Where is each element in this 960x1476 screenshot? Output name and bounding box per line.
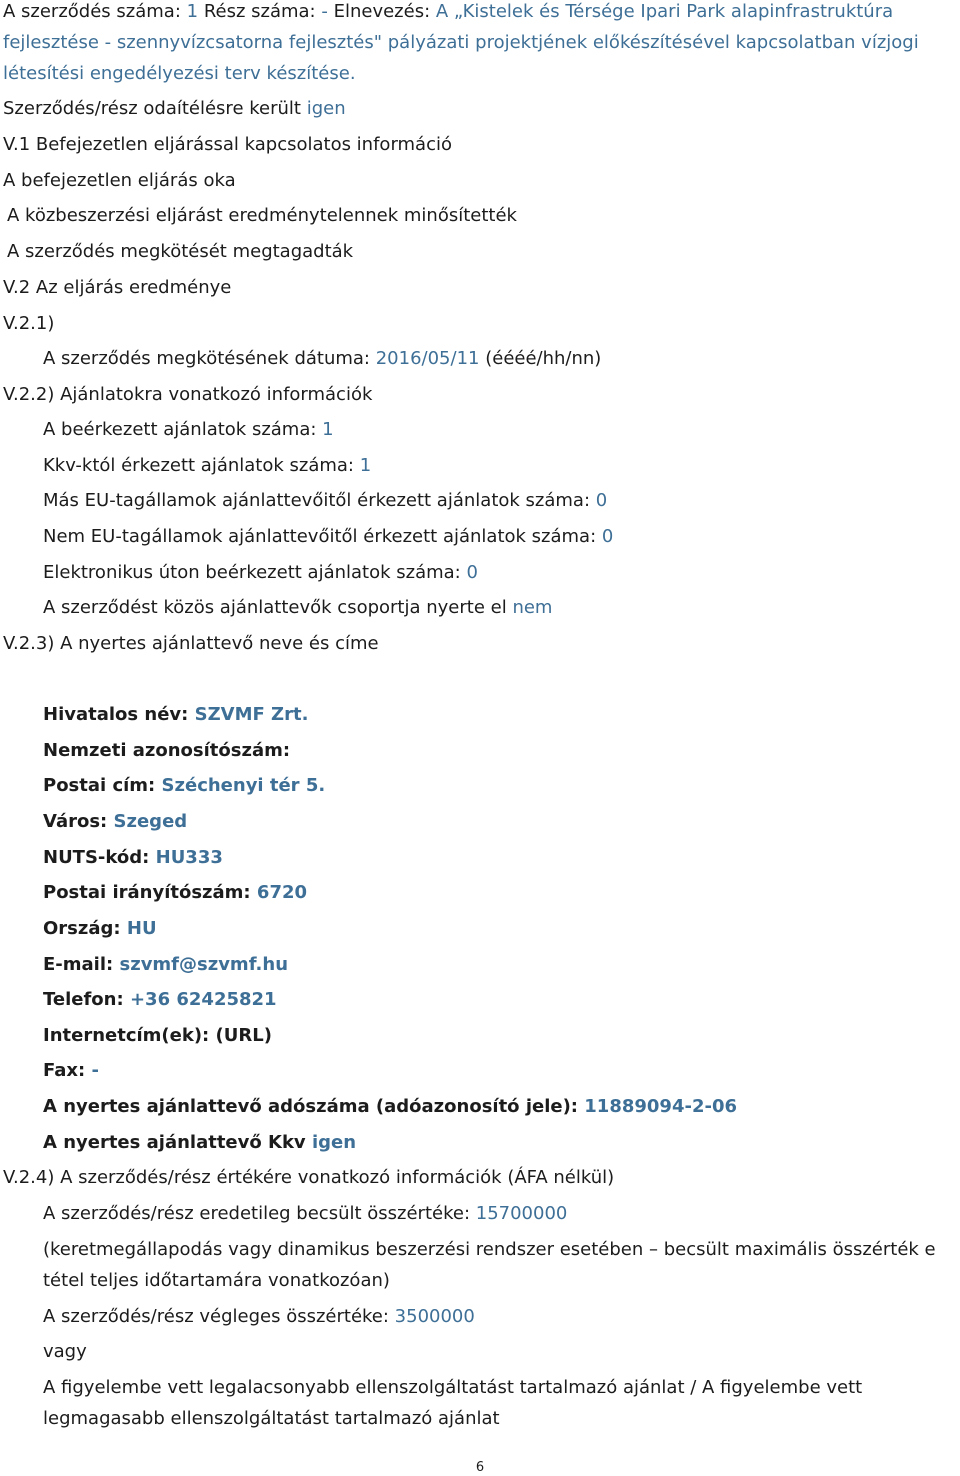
winner-nuts-code [43, 846, 223, 870]
offer-value: nem [512, 597, 553, 618]
winner-url [43, 1024, 272, 1048]
v2-title: V.2 Az eljárás eredménye [3, 277, 232, 298]
winner-field-value: 11889094-2-06 [584, 1096, 737, 1117]
contract-name-line1: A „Kistelek és Térsége Ipari Park alapinfrastruktúra [435, 1, 894, 22]
offers-sme-line [43, 454, 371, 478]
offers-received-line [43, 418, 334, 442]
winner-postal-address [43, 774, 325, 798]
winner-field-value: igen [311, 1132, 357, 1153]
offer-label: Nem EU-tagállamok ajánlattevőitől érkezett ajánlatok száma: [43, 526, 597, 547]
contract-number-label: A szerződés száma: [3, 1, 181, 22]
winner-field-label: Fax: [43, 1060, 86, 1081]
awarded-line [3, 97, 346, 121]
winner-field-label: Internetcím(ek): (URL) [43, 1025, 272, 1046]
framework-note-line1: (keretmegállapodás vagy dinamikus beszerzési rendszer esetében – becsült maximális összérték e [43, 1239, 936, 1260]
winner-tax-number [43, 1095, 737, 1119]
page-number: 6 [475, 1460, 485, 1475]
v1-option-refused: A szerződés megkötését megtagadták [7, 241, 354, 262]
final-value-line [43, 1305, 475, 1329]
contract-number-line [3, 0, 893, 24]
winner-official-name [43, 703, 308, 727]
awarded-value: igen [306, 98, 346, 119]
contract-date-label: A szerződés megkötésének dátuma: [43, 348, 370, 369]
offers-joint-line [43, 596, 552, 620]
part-number-label: Rész száma: [203, 1, 316, 22]
winner-field-label: NUTS-kód: [43, 847, 150, 868]
winner-phone [43, 988, 277, 1012]
final-value: 3500000 [394, 1306, 475, 1327]
winner-postal-code [43, 881, 307, 905]
v21-label: V.2.1) [3, 313, 55, 334]
contract-date-line [43, 347, 601, 371]
winner-field-value: SZVMF Zrt. [194, 704, 309, 725]
offers-non-eu-line [43, 525, 613, 549]
contract-number-value: 1 [186, 1, 199, 22]
winner-field-label: Hivatalos név: [43, 704, 189, 725]
winner-field-label: Postai irányítószám: [43, 882, 251, 903]
offers-electronic-line [43, 561, 478, 585]
offers-eu-line [43, 489, 607, 513]
winner-field-value: Szeged [113, 811, 188, 832]
winner-email [43, 953, 288, 977]
winner-field-label: Telefon: [43, 989, 124, 1010]
v1-title: V.1 Befejezetlen eljárással kapcsolatos információ [3, 134, 452, 155]
winner-country [43, 917, 157, 941]
offer-value: 0 [601, 526, 614, 547]
contract-date-format: (éééé/hh/nn) [485, 348, 602, 369]
lowest-offer-line2: legmagasabb ellenszolgáltatást tartalmazó ajánlat [43, 1408, 500, 1429]
v24-title: V.2.4) A szerződés/rész értékére vonatkozó információk (ÁFA nélkül) [3, 1167, 615, 1188]
estimated-value: 15700000 [475, 1203, 568, 1224]
offer-value: 1 [322, 419, 334, 440]
winner-field-value: HU333 [155, 847, 223, 868]
winner-field-value: - [91, 1060, 99, 1081]
winner-sme [43, 1131, 356, 1155]
winner-field-label: Ország: [43, 918, 121, 939]
winner-field-label: A nyertes ajánlattevő adószáma (adóazonosító jele): [43, 1096, 578, 1117]
v1-option-unsuccessful: A közbeszerzési eljárást eredménytelennek minősítették [7, 205, 517, 226]
winner-field-value: +36 62425821 [129, 989, 277, 1010]
winner-field-label: Nemzeti azonosítószám: [43, 740, 291, 761]
offer-label: Elektronikus úton beérkezett ajánlatok száma: [43, 562, 461, 583]
part-number-value: - [321, 1, 328, 22]
final-value-label: A szerződés/rész végleges összértéke: [43, 1306, 389, 1327]
winner-field-value: 6720 [256, 882, 308, 903]
estimated-value-label: A szerződés/rész eredetileg becsült összértéke: [43, 1203, 471, 1224]
winner-field-value: HU [126, 918, 157, 939]
offer-label: A beérkezett ajánlatok száma: [43, 419, 317, 440]
winner-field-value: Széchenyi tér 5. [161, 775, 326, 796]
v22-title: V.2.2) Ajánlatokra vonatkozó információk [3, 384, 373, 405]
v1-reason-heading: A befejezetlen eljárás oka [3, 170, 236, 191]
awarded-label: Szerződés/rész odaítélésre került [3, 98, 301, 119]
contract-date-value: 2016/05/11 [375, 348, 480, 369]
winner-email-value: szvmf@szvmf.hu [119, 954, 289, 975]
offer-label: Kkv-któl érkezett ajánlatok száma: [43, 455, 355, 476]
lowest-offer-line1: A figyelembe vett legalacsonyabb ellenszolgáltatást tartalmazó ajánlat / A figyelembe vett [43, 1377, 863, 1398]
winner-field-label: A nyertes ajánlattevő Kkv [43, 1132, 306, 1153]
winner-national-id [43, 739, 290, 763]
framework-note-line2: tétel teljes időtartamára vonatkozóan) [43, 1270, 390, 1291]
winner-city [43, 810, 187, 834]
estimated-value-line [43, 1202, 567, 1226]
offer-label: A szerződést közös ajánlattevők csoportja nyerte el [43, 597, 507, 618]
winner-fax [43, 1059, 99, 1083]
contract-name-line3: létesítési engedélyezési terv készítése. [3, 63, 356, 84]
offer-value: 0 [595, 490, 608, 511]
winner-field-label: Város: [43, 811, 108, 832]
or-text: vagy [43, 1341, 87, 1362]
offer-label: Más EU-tagállamok ajánlattevőitől érkezett ajánlatok száma: [43, 490, 591, 511]
offer-value: 1 [359, 455, 372, 476]
winner-field-label: E-mail: [43, 954, 114, 975]
winner-field-label: Postai cím: [43, 775, 156, 796]
v23-title: V.2.3) A nyertes ajánlattevő neve és címe [3, 633, 379, 654]
offer-value: 0 [466, 562, 478, 583]
contract-name-label: Elnevezés: [333, 1, 431, 22]
contract-name-line2: fejlesztése - szennyvízcsatorna fejlesztés" pályázati projektjének előkészítésével kapcsolatban vízjogi [3, 32, 919, 53]
